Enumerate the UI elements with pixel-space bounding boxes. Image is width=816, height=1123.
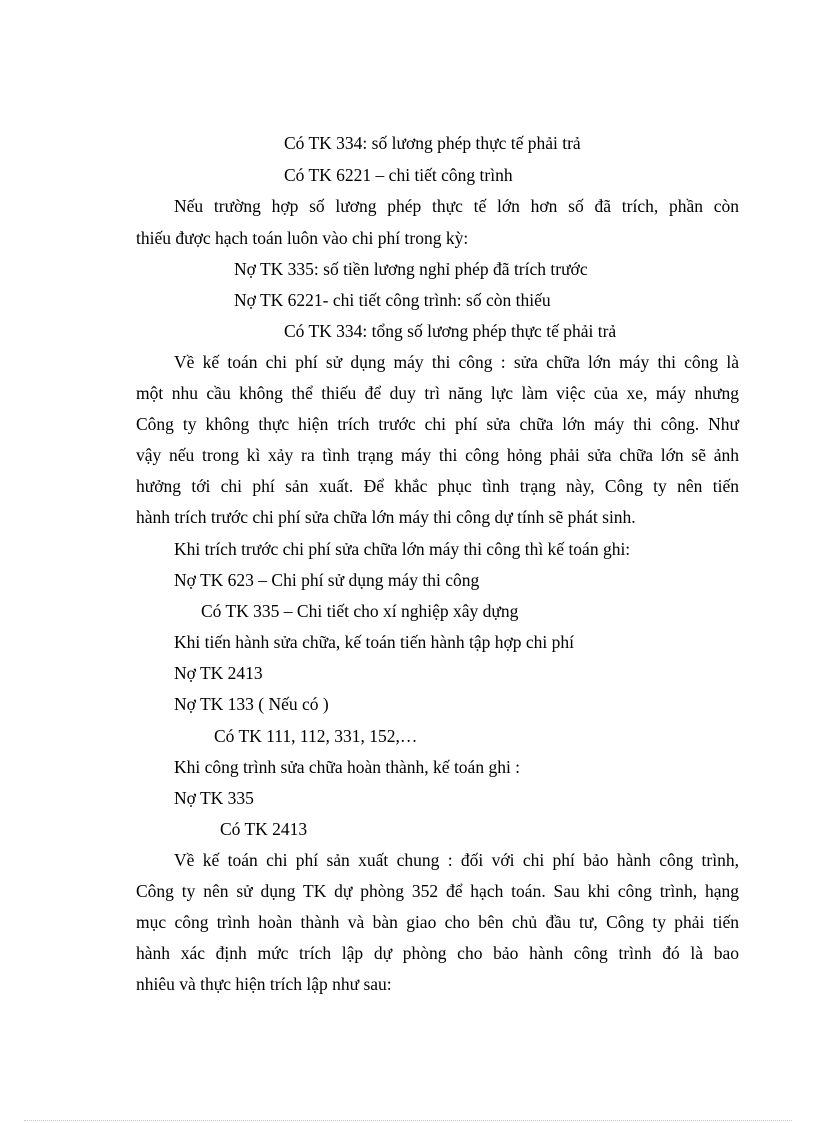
- text-line-1: Có TK 334: số lương phép thực tế phải trả: [284, 133, 581, 153]
- text-line-18: Nợ TK 2413: [174, 663, 263, 683]
- text-line-8: Về kế toán chi phí sử dụng máy thi công : sửa chữa lớn máy thi công là: [174, 352, 739, 372]
- text-line-7: Có TK 334: tổng số lương phép thực tế phải trả: [284, 321, 617, 341]
- text-line-4: thiếu được hạch toán luôn vào chi phí trong kỳ:: [136, 228, 469, 248]
- text-line-28: nhiêu và thực hiện trích lập như sau:: [136, 974, 392, 994]
- text-line-5: Nợ TK 335: số tiền lương nghỉ phép đã trích trước: [234, 259, 588, 279]
- page-bottom-divider: [24, 1120, 792, 1121]
- text-line-16: Có TK 335 – Chi tiết cho xí nghiệp xây dựng: [201, 601, 519, 621]
- text-line-14: Khi trích trước chi phí sửa chữa lớn máy thi công thì kế toán ghi:: [174, 539, 631, 559]
- text-line-24: Về kế toán chi phí sản xuất chung : đối với chi phí bảo hành công trình,: [174, 850, 739, 870]
- text-line-3: Nếu trường hợp số lương phép thực tế lớn hơn số đã trích, phần còn: [174, 196, 739, 216]
- text-line-2: Có TK 6221 – chi tiết công trình: [284, 165, 513, 185]
- text-line-6: Nợ TK 6221- chi tiết công trình: số còn thiếu: [234, 290, 551, 310]
- text-line-13: hành trích trước chi phí sửa chữa lớn máy thi công dự tính sẽ phát sinh.: [136, 507, 636, 527]
- text-line-22: Nợ TK 335: [174, 788, 254, 808]
- text-line-9: một nhu cầu không thể thiếu để duy trì năng lực làm việc của xe, máy nhưng: [136, 383, 739, 403]
- text-line-10: Công ty không thực hiện trích trước chi phí sửa chữa lớn máy thi công. Như: [136, 414, 739, 434]
- text-line-11: vậy nếu trong kì xảy ra tình trạng máy thi công hỏng phải sửa chữa lớn sẽ ảnh: [136, 445, 739, 465]
- text-line-19: Nợ TK 133 ( Nếu có ): [174, 694, 329, 714]
- text-line-21: Khi công trình sửa chữa hoàn thành, kế toán ghi :: [174, 757, 521, 777]
- text-line-27: hành xác định mức trích lập dự phòng cho bảo hành công trình đó là bao: [136, 943, 739, 963]
- text-line-20: Có TK 111, 112, 331, 152,…: [214, 726, 418, 746]
- text-line-25: Công ty nên sử dụng TK dự phòng 352 để hạch toán. Sau khi công trình, hạng: [136, 881, 739, 901]
- text-line-17: Khi tiến hành sửa chữa, kế toán tiến hành tập hợp chi phí: [174, 632, 574, 652]
- text-line-26: mục công trình hoàn thành và bàn giao cho bên chủ đầu tư, Công ty phải tiến: [136, 912, 739, 932]
- text-line-15: Nợ TK 623 – Chi phí sử dụng máy thi công: [174, 570, 480, 590]
- text-line-23: Có TK 2413: [220, 819, 308, 839]
- text-line-12: hưởng tới chi phí sản xuất. Để khắc phục tình trạng này, Công ty nên tiến: [136, 476, 739, 496]
